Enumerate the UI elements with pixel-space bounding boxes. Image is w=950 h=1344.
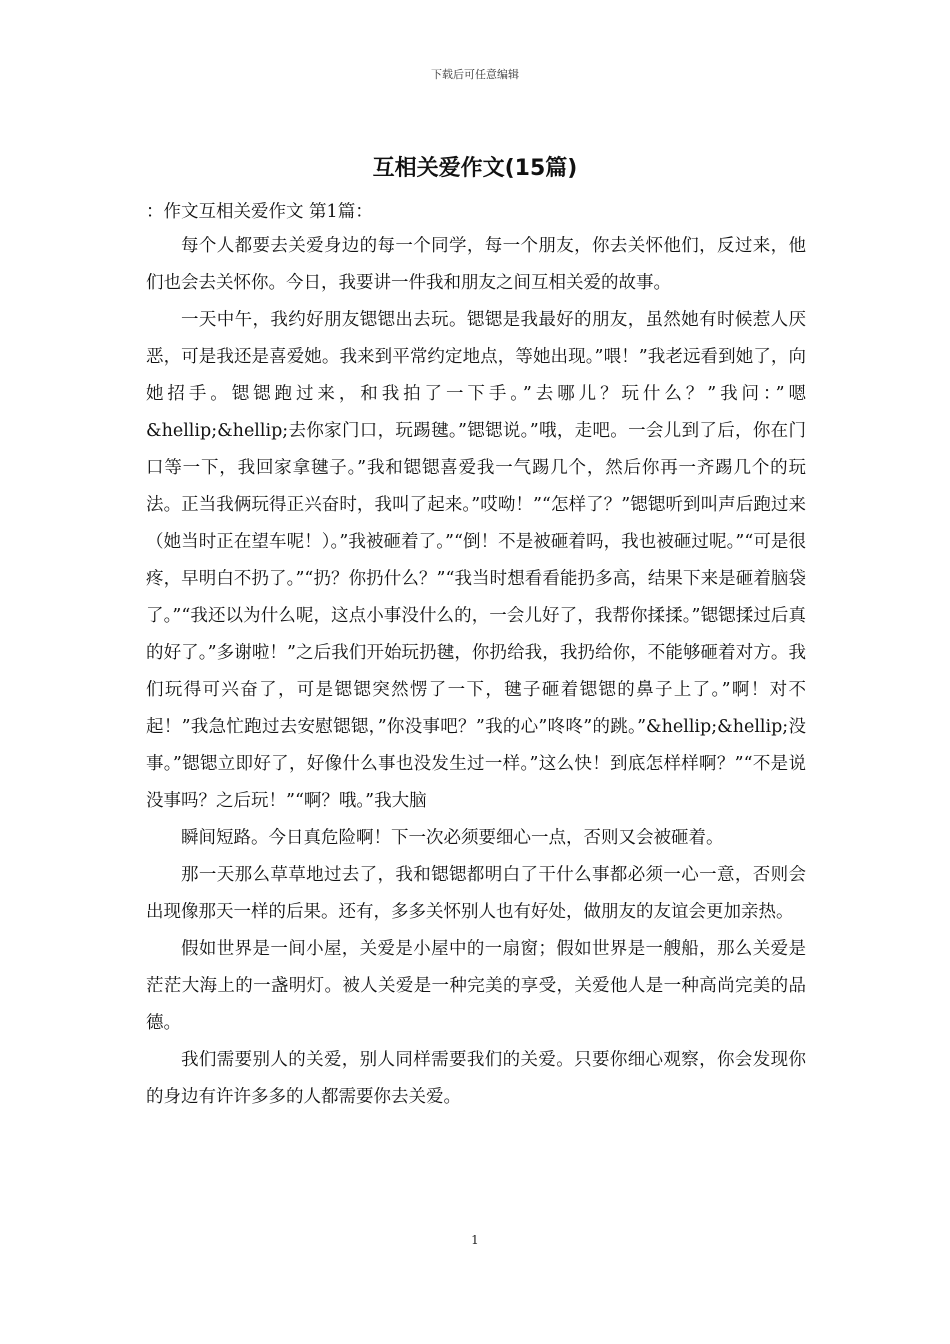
document-title: 互相关爱作文(15篇)	[372, 156, 578, 181]
header-note: 下载后可任意编辑	[431, 68, 519, 81]
section-subtitle: ：作文互相关爱作文 第1篇：	[146, 202, 373, 222]
document-body	[146, 196, 806, 1116]
page-number: 1	[471, 1233, 479, 1247]
paragraph-3: 瞬间短路。今日真危险啊！下一次必须要细心一点，否则又会被砸着。	[181, 828, 724, 848]
paragraph-6: 我们需要别人的关爱，别人同样需要我们的关爱。只要你细心观察，你会发现你的身边有许许多多的人都需要你去关爱。	[146, 1050, 806, 1107]
paragraph-5: 假如世界是一间小屋，关爱是小屋中的一扇窗；假如世界是一艘船，那么关爱是茫茫大海上的一盏明灯。被人关爱是一种完美的享受，关爱他人是一种高尚完美的品德。	[146, 939, 806, 1033]
paragraph-4: 那一天那么草草地过去了，我和锶锶都明白了干什么事都必须一心一意，否则会出现像那天一样的后果。还有，多多关怀别人也有好处，做朋友的友谊会更加亲热。	[146, 865, 806, 922]
paragraph-1: 每个人都要去关爱身边的每一个同学，每一个朋友，你去关怀他们，反过来，他们也会去关怀你。今日，我要讲一件我和朋友之间互相关爱的故事。	[146, 236, 806, 293]
paragraph-2: 一天中午，我约好朋友锶锶出去玩。锶锶是我最好的朋友，虽然她有时候惹人厌恶，可是我还是喜爱她。我来到平常约定地点，等她出现。”喂！”我老远看到她了，向她招手。锶锶跑过来，和我拍了一下手。”去哪儿？玩什么？”我问：”嗯&hellip;&hellip;去你家门口，玩踢毽。”锶锶说。”哦，走吧。一会儿到了后，你在门口等一下，我回家拿毽子。”我和锶锶喜爱我一气踢几个，然后你再一齐踢几个的玩法。正当我俩玩得正兴奋时，我叫了起来。”哎呦！”“怎样了？”锶锶听到叫声后跑过来（她当时正在望车呢！）。”我被砸着了。”“倒！不是被砸着吗，我也被砸过呢。”“可是很疼，早明白不扔了。”“扔？你扔什么？”“我当时想看看能扔多高，结果下来是砸着脑袋了。”“我还以为什么呢，这点小事没什么的，一会儿好了，我帮你揉揉。”锶锶揉过后真的好了。”多谢啦！”之后我们开始玩扔毽，你扔给我，我扔给你，不能够砸着对方。我们玩得可兴奋了，可是锶锶突然愣了一下，毽子砸着锶锶的鼻子上了。”啊！对不起！”我急忙跑过去安慰锶锶，”你没事吧？”我的心”咚咚”的跳。”&hellip;&hellip;没事。”锶锶立即好了，好像什么事也没发生过一样。”这么快！到底怎样样啊？”“不是说没事吗？之后玩！”“啊？哦。”我大脑	[146, 310, 806, 811]
